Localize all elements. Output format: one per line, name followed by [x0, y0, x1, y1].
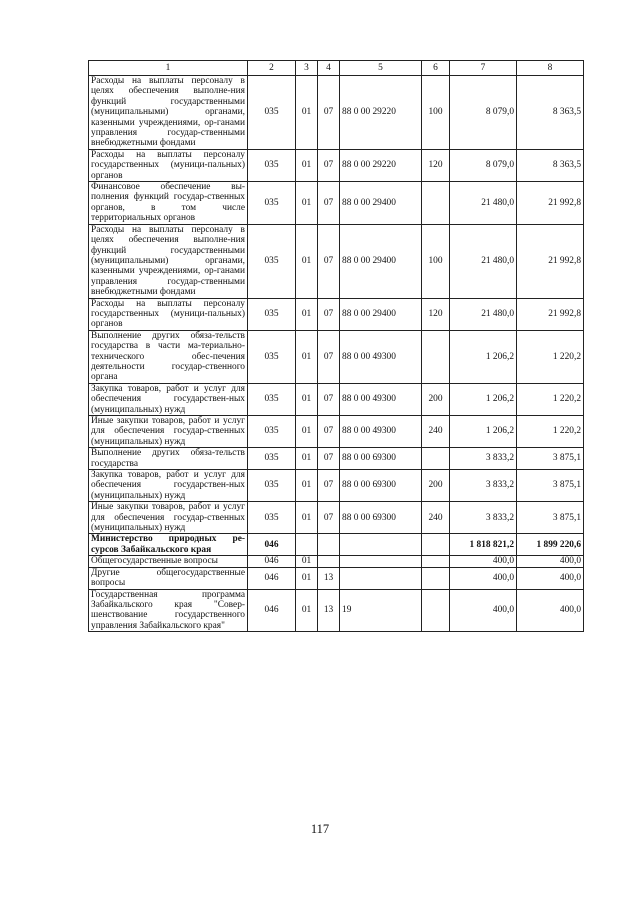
cell-section: 01: [296, 182, 318, 225]
cell-section: [296, 534, 318, 556]
cell-target-article: 88 0 00 29400: [340, 224, 422, 298]
table-row: [89, 76, 584, 150]
cell-target-article: [340, 556, 422, 567]
cell-target-article: 88 0 00 49300: [340, 330, 422, 383]
cell-sum-year-1: 8 079,0: [450, 149, 517, 181]
cell-section: 01: [296, 470, 318, 502]
cell-code: 046: [248, 567, 296, 589]
cell-expense-type: 100: [422, 224, 450, 298]
cell-name: Иные закупки товаров, работ и услуг для обеспечения государ-ственных (муниципальных) нужд: [89, 502, 248, 534]
page-number: 117: [310, 822, 330, 836]
table-row: [89, 182, 584, 225]
cell-sum-year-1: 21 480,0: [450, 224, 517, 298]
col-header-6: 6: [422, 61, 450, 76]
cell-sum-year-2: 400,0: [517, 567, 584, 589]
cell-target-article: 88 0 00 29400: [340, 182, 422, 225]
col-header-4: 4: [318, 61, 340, 76]
cell-name: Государственная программа Забайкальского края "Совер-шенствование государственного управления Забайкальского края": [89, 589, 248, 632]
cell-expense-type: 200: [422, 383, 450, 415]
cell-code: 035: [248, 470, 296, 502]
cell-expense-type: [422, 556, 450, 567]
cell-section: 01: [296, 567, 318, 589]
cell-sum-year-1: 8 079,0: [450, 76, 517, 150]
cell-sum-year-1: 3 833,2: [450, 470, 517, 502]
cell-name: Иные закупки товаров, работ и услуг для обеспечения государ-ственных (муниципальных) нужд: [89, 416, 248, 448]
cell-code: 035: [248, 330, 296, 383]
cell-section: 01: [296, 556, 318, 567]
cell-name: Выполнение других обяза-тельств государства в части ма-териально-технического обес-печения деятельности государ-ственного органа: [89, 330, 248, 383]
cell-sum-year-1: 3 833,2: [450, 502, 517, 534]
table-row: [89, 534, 584, 556]
cell-target-article: 19: [340, 589, 422, 632]
cell-code: 035: [248, 182, 296, 225]
cell-sum-year-2: 21 992,8: [517, 224, 584, 298]
cell-section: 01: [296, 448, 318, 470]
cell-expense-type: [422, 182, 450, 225]
cell-name: Финансовое обеспечение вы-полнения функций государ-ственных органов, в том числе территориальных органов: [89, 182, 248, 225]
cell-name: Выполнение других обяза-тельств государства: [89, 448, 248, 470]
cell-section: 01: [296, 224, 318, 298]
cell-expense-type: [422, 330, 450, 383]
cell-code: 035: [248, 224, 296, 298]
cell-section: 01: [296, 416, 318, 448]
cell-code: 035: [248, 76, 296, 150]
cell-subsection: 13: [318, 567, 340, 589]
cell-subsection: 07: [318, 298, 340, 330]
col-header-5: 5: [340, 61, 422, 76]
cell-sum-year-1: 1 818 821,2: [450, 534, 517, 556]
cell-sum-year-2: 3 875,1: [517, 448, 584, 470]
cell-sum-year-2: 21 992,8: [517, 182, 584, 225]
cell-subsection: 07: [318, 383, 340, 415]
table-row: [89, 502, 584, 534]
cell-sum-year-2: 21 992,8: [517, 298, 584, 330]
cell-code: 035: [248, 448, 296, 470]
col-header-8: 8: [517, 61, 584, 76]
col-header-2: 2: [248, 61, 296, 76]
cell-sum-year-2: 3 875,1: [517, 502, 584, 534]
cell-sum-year-2: 400,0: [517, 556, 584, 567]
cell-expense-type: 200: [422, 470, 450, 502]
table-body: [89, 76, 584, 632]
cell-sum-year-2: 8 363,5: [517, 149, 584, 181]
cell-expense-type: 240: [422, 502, 450, 534]
cell-sum-year-1: 400,0: [450, 556, 517, 567]
cell-target-article: 88 0 00 49300: [340, 416, 422, 448]
cell-sum-year-2: 1 899 220,6: [517, 534, 584, 556]
cell-name: Министерство природных ре-сурсов Забайкальского края: [89, 534, 248, 556]
cell-target-article: [340, 534, 422, 556]
cell-section: 01: [296, 383, 318, 415]
cell-expense-type: 240: [422, 416, 450, 448]
cell-code: 035: [248, 383, 296, 415]
table-row: [89, 416, 584, 448]
cell-expense-type: 120: [422, 149, 450, 181]
cell-subsection: 07: [318, 224, 340, 298]
cell-name: Другие общегосударственные вопросы: [89, 567, 248, 589]
table-row: [89, 149, 584, 181]
table-row: [89, 298, 584, 330]
cell-subsection: [318, 534, 340, 556]
cell-subsection: 07: [318, 502, 340, 534]
cell-subsection: 07: [318, 448, 340, 470]
cell-target-article: 88 0 00 69300: [340, 502, 422, 534]
table-row: [89, 330, 584, 383]
cell-expense-type: [422, 567, 450, 589]
cell-expense-type: 100: [422, 76, 450, 150]
table-row: [89, 448, 584, 470]
cell-section: 01: [296, 298, 318, 330]
cell-subsection: 07: [318, 330, 340, 383]
cell-target-article: 88 0 00 29220: [340, 149, 422, 181]
cell-sum-year-2: 400,0: [517, 589, 584, 632]
cell-sum-year-2: 1 220,2: [517, 416, 584, 448]
cell-code: 035: [248, 502, 296, 534]
cell-name: Общегосударственные вопросы: [89, 556, 248, 567]
cell-sum-year-2: 8 363,5: [517, 76, 584, 150]
cell-subsection: 07: [318, 182, 340, 225]
cell-expense-type: [422, 589, 450, 632]
cell-section: 01: [296, 589, 318, 632]
table-header-row: [89, 61, 584, 76]
cell-name: Расходы на выплаты персоналу в целях обеспечения выполне-ния функций государственными (муниципальными) органами, казенными учреждениями, ор-ганами управления государ-ственными внебюджетными фондами: [89, 76, 248, 150]
cell-section: 01: [296, 502, 318, 534]
cell-sum-year-1: 21 480,0: [450, 298, 517, 330]
col-header-1: 1: [89, 61, 248, 76]
cell-subsection: 07: [318, 470, 340, 502]
table-row: [89, 567, 584, 589]
cell-target-article: 88 0 00 29220: [340, 76, 422, 150]
table-row: [89, 383, 584, 415]
cell-subsection: 13: [318, 589, 340, 632]
cell-sum-year-1: 3 833,2: [450, 448, 517, 470]
cell-sum-year-1: 21 480,0: [450, 182, 517, 225]
cell-name: Расходы на выплаты персоналу государственных (муници-пальных) органов: [89, 149, 248, 181]
cell-target-article: 88 0 00 29400: [340, 298, 422, 330]
cell-target-article: 88 0 00 69300: [340, 470, 422, 502]
table-row: [89, 470, 584, 502]
cell-sum-year-2: 3 875,1: [517, 470, 584, 502]
cell-target-article: 88 0 00 69300: [340, 448, 422, 470]
cell-code: 046: [248, 534, 296, 556]
col-header-7: 7: [450, 61, 517, 76]
cell-code: 035: [248, 416, 296, 448]
cell-target-article: 88 0 00 49300: [340, 383, 422, 415]
cell-sum-year-2: 1 220,2: [517, 383, 584, 415]
cell-code: 046: [248, 589, 296, 632]
cell-sum-year-1: 400,0: [450, 567, 517, 589]
cell-section: 01: [296, 149, 318, 181]
table-row: [89, 556, 584, 567]
cell-code: 046: [248, 556, 296, 567]
cell-subsection: [318, 556, 340, 567]
table-row: [89, 224, 584, 298]
cell-section: 01: [296, 330, 318, 383]
cell-subsection: 07: [318, 416, 340, 448]
cell-expense-type: [422, 534, 450, 556]
cell-sum-year-2: 1 220,2: [517, 330, 584, 383]
cell-name: Расходы на выплаты персоналу в целях обеспечения выполне-ния функций государственными (муниципальными) органами, казенными учреждениями, ор-ганами управления государ-ственными внебюджетными фондами: [89, 224, 248, 298]
cell-sum-year-1: 1 206,2: [450, 330, 517, 383]
cell-expense-type: [422, 448, 450, 470]
cell-code: 035: [248, 149, 296, 181]
cell-code: 035: [248, 298, 296, 330]
cell-expense-type: 120: [422, 298, 450, 330]
cell-name: Закупка товаров, работ и услуг для обеспечения государствен-ных (муниципальных) нужд: [89, 383, 248, 415]
budget-table: [88, 60, 584, 632]
cell-subsection: 07: [318, 149, 340, 181]
table-row: [89, 589, 584, 632]
cell-sum-year-1: 400,0: [450, 589, 517, 632]
cell-subsection: 07: [318, 76, 340, 150]
cell-target-article: [340, 567, 422, 589]
cell-name: Закупка товаров, работ и услуг для обеспечения государствен-ных (муниципальных) нужд: [89, 470, 248, 502]
cell-sum-year-1: 1 206,2: [450, 416, 517, 448]
cell-sum-year-1: 1 206,2: [450, 383, 517, 415]
cell-section: 01: [296, 76, 318, 150]
col-header-3: 3: [296, 61, 318, 76]
cell-name: Расходы на выплаты персоналу государственных (муници-пальных) органов: [89, 298, 248, 330]
